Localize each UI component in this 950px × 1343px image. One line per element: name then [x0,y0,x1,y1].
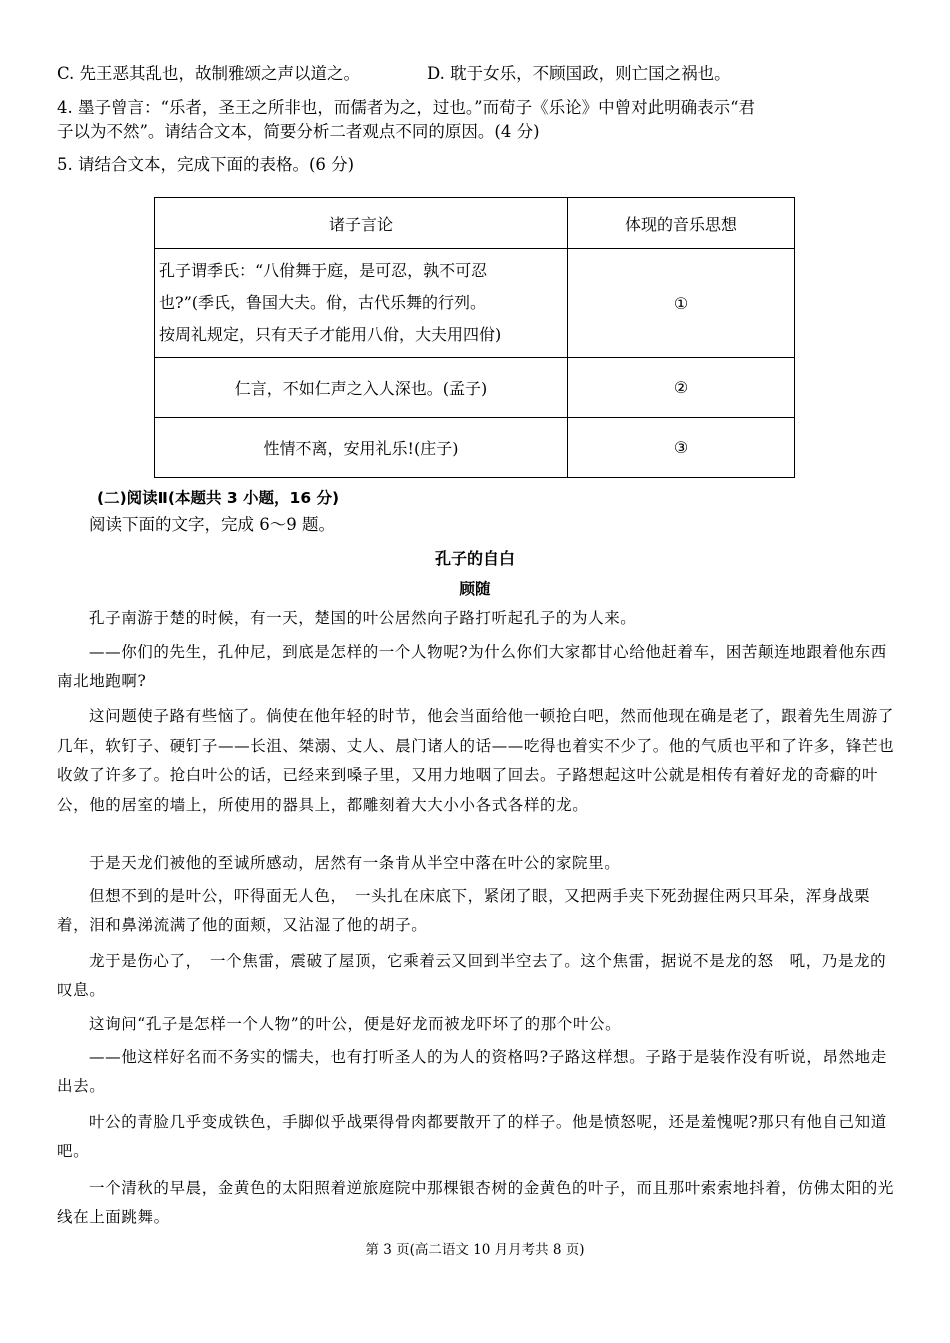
table-row [155,418,795,478]
paragraph: ——他这样好名而不务实的懦夫，也有打听圣人的为人的资格吗?子路这样想。子路于是装作没有听说，昂然地走出去。 [57,1048,887,1095]
option-d: D. 耽于女乐，不顾国政，则亡国之祸也。 [427,64,731,83]
paragraph: 龙于是伤心了， 一个焦雷，震破了屋顶，它乘着云又回到半空去了。这个焦雷，据说不是龙的怒 吼，乃是龙的叹息。 [57,952,887,999]
article-author: 顾随 [459,580,491,598]
paragraph: 一个清秋的早晨，金黄色的太阳照着逆旅庭院中那棵银杏树的金黄色的叶子，而且那叶索索地抖着，仿佛太阳的光线在上面跳舞。 [57,1179,895,1226]
option-c: C. 先王恶其乱也，故制雅颂之声以道之。 [57,64,361,83]
table-header-saying: 诸子言论 [155,198,568,249]
music-thought-table [154,197,795,478]
page-footer: 第 3 页(高二语文 10 月月考共 8 页) [365,1242,585,1258]
option-c-d-row [57,62,897,86]
table-row [155,249,795,358]
table-cell-answer[interactable]: ③ [568,418,795,478]
paragraph: 叶公的青脸几乎变成铁色，手脚似乎战栗得骨肉都要散开了的样子。他是愤怒呢，还是羞愧呢?那只有他自己知道吧。 [57,1113,887,1160]
paragraph: 于是天龙们被他的至诚所感动，居然有一条肯从半空中落在叶公的家院里。 [89,854,621,872]
table-cell-saying: 孔子谓季氏：“八佾舞于庭，是可忍，孰不可忍 也?”(季氏，鲁国大夫。佾，古代乐舞的行列。 按周礼规定，只有天子才能用八佾，大夫用四佾) [155,249,568,358]
paragraph: 这询问“孔子是怎样一个人物”的叶公，便是好龙而被龙吓坏了的那个叶公。 [89,1015,622,1033]
paragraph: ——你们的先生，孔仲尼，到底是怎样的一个人物呢?为什么你们大家都甘心给他赶着车，困苦颠连地跟着他东西南北地跑啊? [57,643,887,690]
table-cell-answer[interactable]: ② [568,358,795,418]
paragraph: 孔子南游于楚的时候，有一天，楚国的叶公居然向子路打听起孔子的为人来。 [89,609,637,627]
article-title: 孔子的自白 [434,549,515,568]
section-heading: (二)阅读Ⅱ(本题共 3 小题，16 分) [97,489,340,507]
question-4-line1: 4. 墨子曾言：“乐者，圣王之所非也，而儒者为之，过也。”而荀子《乐论》中曾对此明确表示“君 [57,98,756,117]
question-4-line2: 子以为不然”。请结合文本，简要分析二者观点不同的原因。(4 分) [57,122,540,141]
paragraph: 但想不到的是叶公，吓得面无人色， 一头扎在床底下，紧闭了眼，又把两手夹下死劲握住两只耳朵，浑身战栗着，泪和鼻涕流满了他的面颊，又沾湿了他的胡子。 [57,887,871,934]
table-header-row [155,198,795,249]
table-cell-answer[interactable]: ① [568,249,795,358]
table-cell-saying: 性情不离，安用礼乐!(庄子) [155,418,568,478]
question-5: 5. 请结合文本，完成下面的表格。(6 分) [57,155,355,174]
table-row [155,358,795,418]
section-instruction: 阅读下面的文字，完成 6～9 题。 [89,515,335,534]
table-header-thought: 体现的音乐思想 [568,198,795,249]
paragraph: 这问题使子路有些恼了。倘使在他年轻的时节，他会当面给他一顿抢白吧，然而他现在确是老了，跟着先生周游了几年，软钉子、硬钉子——长沮、桀溺、丈人、晨门诸人的话——吃得也着实不少了。他的气质也平和了许多，锋芒也收敛了许多了。抢白叶公的话，已经来到嗓子里，又用力地咽了回去。子路想起这叶公就是相传有着好龙的奇癖的叶公，他的居室的墙上，所使用的器具上，都雕刻着大大小小各式各样的龙。 [57,707,895,814]
table-cell-saying: 仁言，不如仁声之入人深也。(孟子) [155,358,568,418]
